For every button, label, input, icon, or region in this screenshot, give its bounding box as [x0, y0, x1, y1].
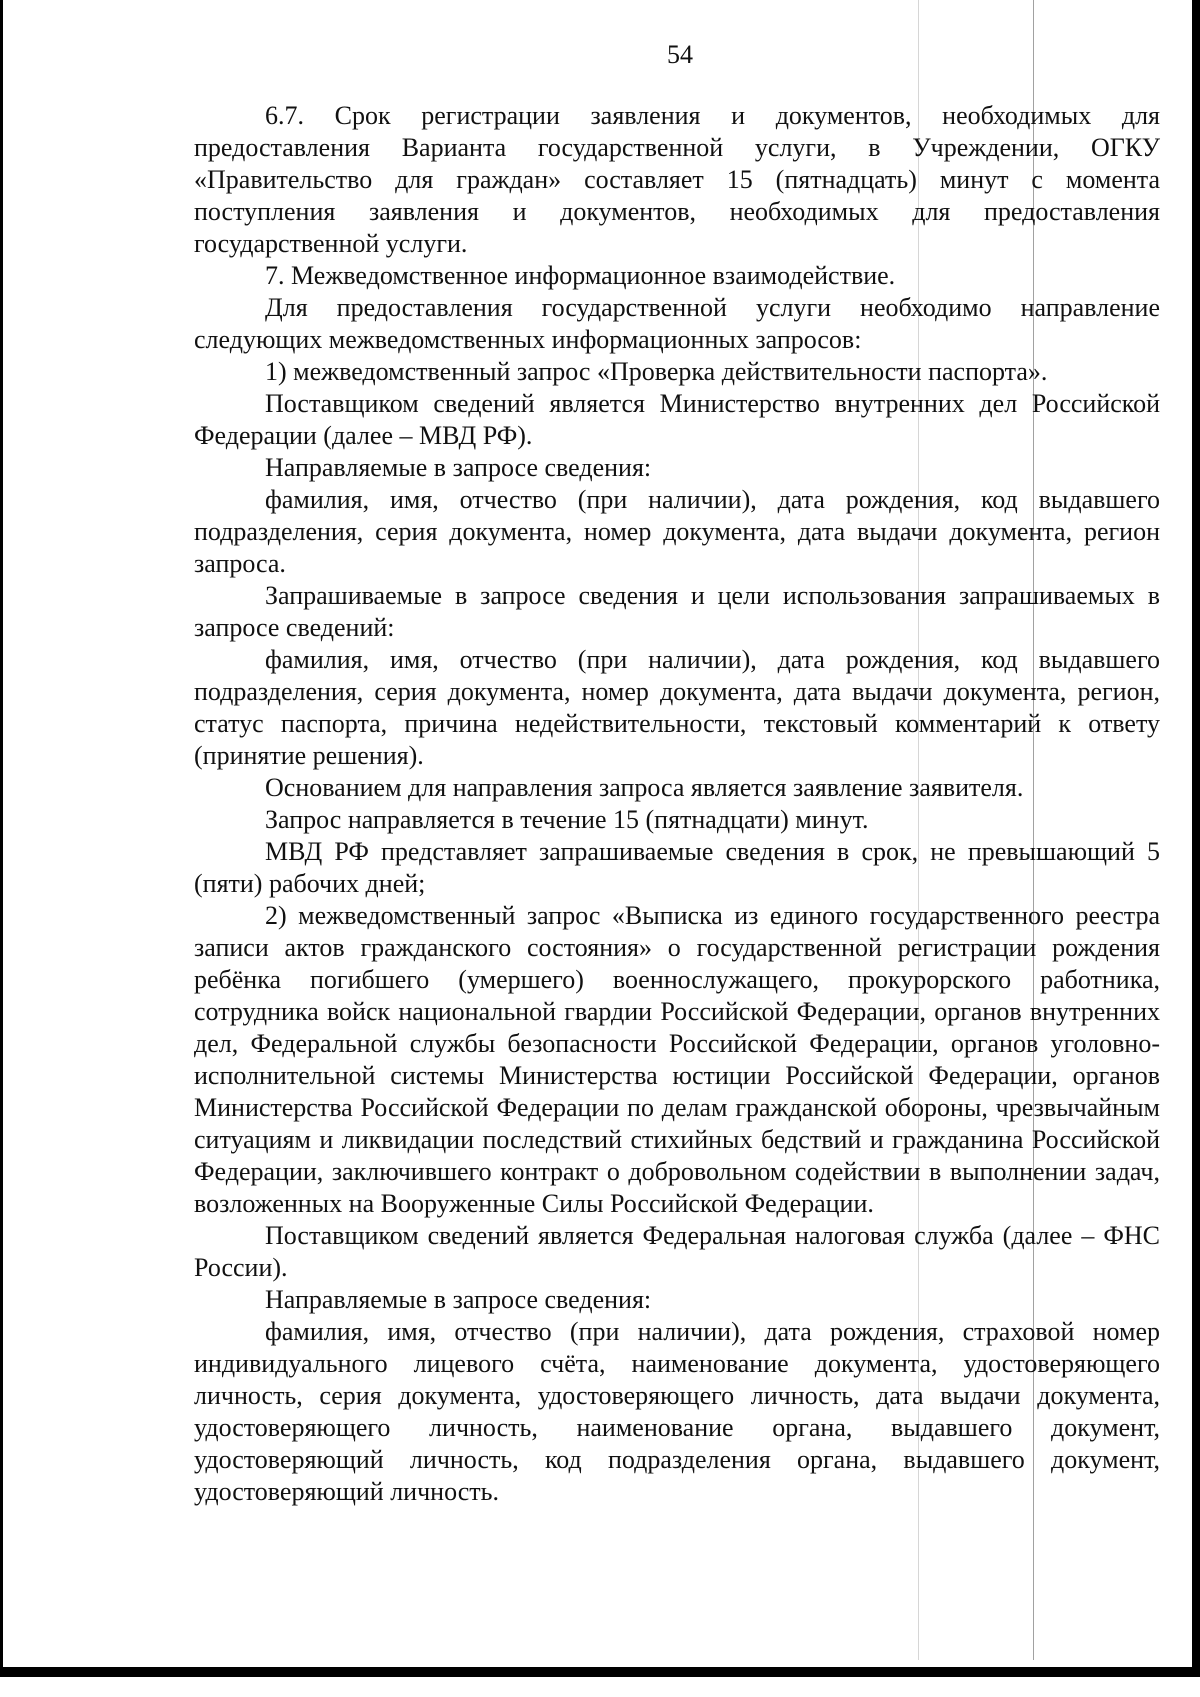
document-body [194, 100, 1160, 1508]
paragraph-request-1-requested-label: Запрашиваемые в запросе сведения и цели использования запрашиваемых в запросе сведений: [194, 581, 1160, 642]
paragraph-request-1-basis: Основанием для направления запроса является заявление заявителя. [265, 773, 1024, 802]
paragraph-7-heading: 7. Межведомственное информационное взаимодействие. [265, 261, 896, 290]
paragraph-request-1-provider: Поставщиком сведений является Министерство внутренних дел Российской Федерации (далее – МВД РФ). [194, 389, 1160, 450]
paragraph-request-1-requested-data: фамилия, имя, отчество (при наличии), дата рождения, код выдавшего подразделения, серия документа, номер документа, дата выдачи документа, регион, статус паспорта, причина недействительности, текстовый комментарий к ответу (принятие решения). [194, 645, 1160, 770]
paragraph-request-1-sent-data: фамилия, имя, отчество (при наличии), дата рождения, код выдавшего подразделения, серия документа, номер документа, дата выдачи документа, регион запроса. [194, 485, 1160, 578]
paragraph-request-1-response-term: МВД РФ представляет запрашиваемые сведения в срок, не превышающий 5 (пяти) рабочих дней; [194, 837, 1160, 898]
paragraph-request-1-timing: Запрос направляется в течение 15 (пятнадцати) минут. [265, 805, 869, 834]
paragraph-request-1-sent-label: Направляемые в запросе сведения: [265, 453, 652, 482]
scan-left-edge [0, 0, 3, 1677]
paragraph-request-2-sent-data: фамилия, имя, отчество (при наличии), дата рождения, страховой номер индивидуального лицевого счёта, наименование документа, удостоверяющего личность, серия документа, удостоверяющего личность, дата выдачи документа, удостоверяющего личность, наименование органа, выдавшего документ, удостоверяющий личность, код подразделения органа, выдавшего документ, удостоверяющий личность. [194, 1317, 1160, 1506]
paragraph-requests-intro: Для предоставления государственной услуги необходимо направление следующих межведомственных информационных запросов: [194, 293, 1160, 354]
scan-right-border [1192, 0, 1200, 1677]
page-number: 54 [667, 40, 693, 69]
scan-bottom-border [0, 1667, 1200, 1677]
paragraph-6-7-registration-term: 6.7. Срок регистрации заявления и документов, необходимых для предоставления Варианта государственной услуги, в Учреждении, ОГКУ «Правительство для граждан» составляет 15 (пятнадцать) минут с момента поступления заявления и документов, необходимых для предоставления государственной услуги. [194, 101, 1160, 258]
paragraph-request-2-sent-label: Направляемые в запросе сведения: [265, 1285, 652, 1314]
paragraph-request-2: 2) межведомственный запрос «Выписка из единого государственного реестра записи актов гражданского состояния» о государственной регистрации рождения ребёнка погибшего (умершего) военнослужащего, прокурорского работника, сотрудника войск национальной гвардии Российской Федерации, органов внутренних дел, Федеральной службы безопасности Российской Федерации, органов уголовно-исполнительной системы Министерства юстиции Российской Федерации, органов Министерства Российской Федерации по делам гражданской обороны, чрезвычайным ситуациям и ликвидации последствий стихийных бедствий и гражданина Российской Федерации, заключившего контракт о добровольном содействии в выполнении задач, возложенных на Вооруженные Силы Российской Федерации. [194, 901, 1160, 1218]
paragraph-request-2-provider: Поставщиком сведений является Федеральная налоговая служба (далее – ФНС России). [194, 1221, 1160, 1282]
paragraph-request-1: 1) межведомственный запрос «Проверка действительности паспорта». [265, 357, 1048, 386]
